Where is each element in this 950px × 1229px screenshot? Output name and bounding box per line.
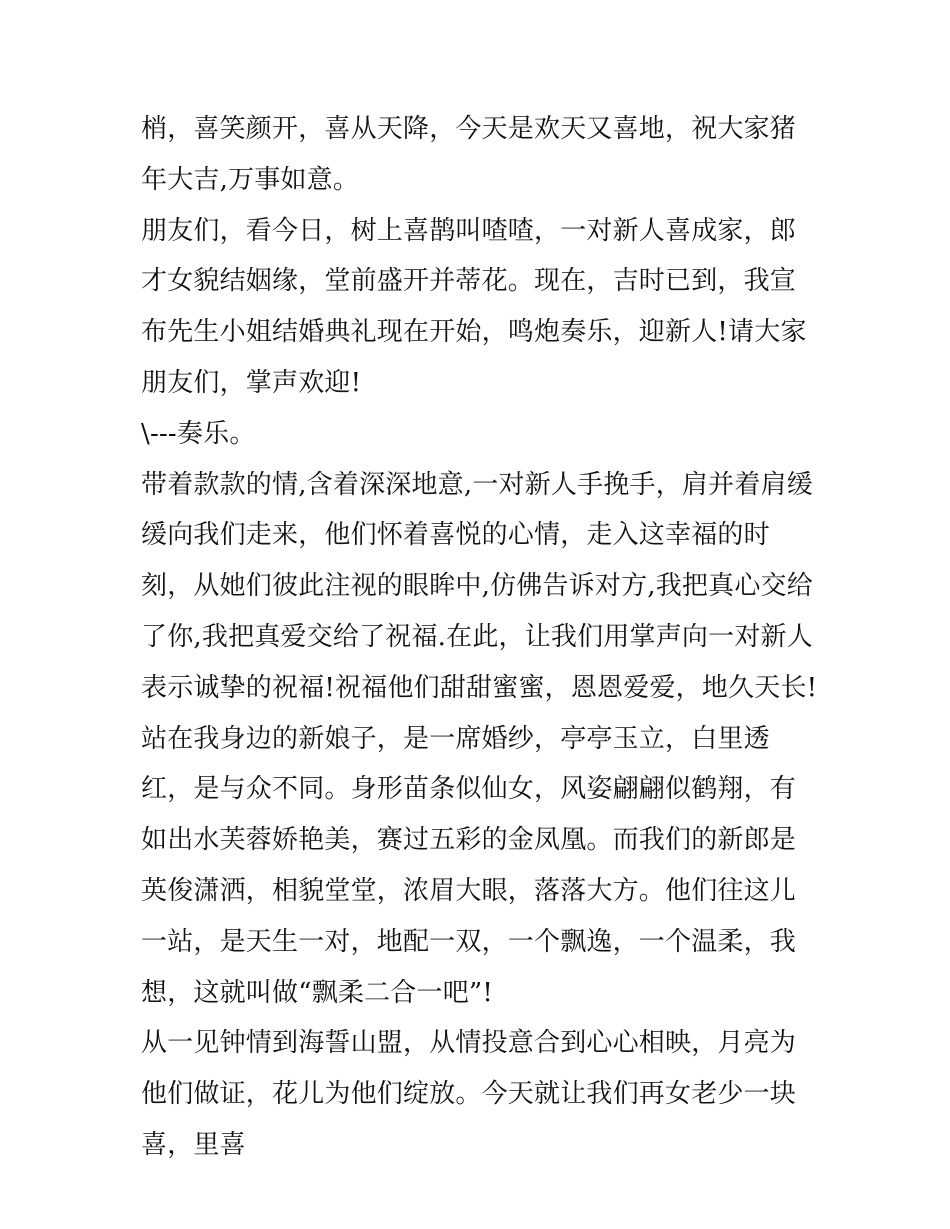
document-body [141,104,821,1171]
paragraph-3: \---奏乐。 [141,418,256,449]
paragraph-6: 从一见钟情到海誓山盟，从情投意合到心心相映，月亮为他们做证，花儿为他们绽放。今天就让我们再女老少一块喜，里喜 [141,1028,797,1160]
paragraph-4: 带着款款的情,含着深深地意,一对新人手挽手，肩并着肩缓缓向我们走来，他们怀着喜悦的心情，走入这幸福的时刻，从她们彼此注视的眼眸中,仿佛告诉对方,我把真心交给了你,我把真爱交给了祝福.在此，让我们用掌声向一对新人表示诚挚的祝福!祝福他们甜甜蜜蜜，恩恩爱爱，地久天长! [141,469,818,703]
paragraph-5: 站在我身边的新娘子，是一席婚纱，亭亭玉立，白里透红，是与众不同。身形苗条似仙女，风姿翩翩似鹤翔，有如出水芙蓉娇艳美，赛过五彩的金凤凰。而我们的新郎是英俊潇洒，相貌堂堂，浓眉大眼，落落大方。他们往这儿一站，是天生一对，地配一双，一个飘逸，一个温柔，我想，这就叫做“飘柔二合一吧”! [141,723,797,1008]
paragraph-1: 梢，喜笑颜开，喜从天降，今天是欢天又喜地，祝大家猪年大吉,万事如意。 [141,114,797,195]
paragraph-2: 朋友们，看今日，树上喜鹊叫喳喳，一对新人喜成家，郎才女貌结姻缘，堂前盛开并蒂花。现在，吉时已到，我宣布先生小姐结婚典礼现在开始，鸣炮奏乐，迎新人!请大家朋友们，掌声欢迎! [141,215,807,398]
